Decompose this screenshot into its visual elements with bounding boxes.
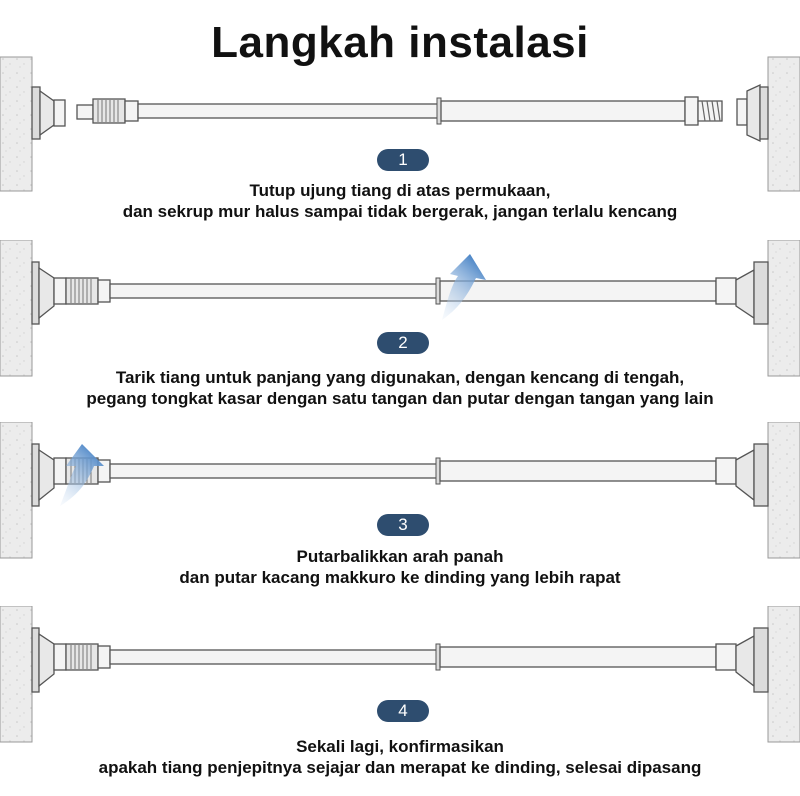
step-3 — [0, 422, 800, 592]
step-4 — [0, 606, 800, 786]
rod-assembly — [54, 644, 736, 670]
step-1 — [0, 55, 800, 225]
step-4-badge: 4 — [377, 700, 429, 722]
left-wall — [0, 57, 32, 191]
step-1-rod-illustration — [0, 55, 800, 195]
caption-line: Putarbalikkan arah panah — [296, 547, 504, 566]
caption-line: dan sekrup mur halus sampai tidak bergerak, jangan terlalu kencang — [122, 202, 678, 221]
right-wall — [768, 422, 800, 558]
caption-line: dan putar kacang makkuro ke dinding yang lebih rapat — [179, 568, 621, 587]
left-end-cap — [32, 628, 54, 692]
step-4-caption — [0, 736, 800, 778]
right-wall — [768, 57, 800, 191]
rod-assembly — [77, 97, 722, 125]
left-wall — [0, 240, 32, 376]
step-2-badge: 2 — [377, 332, 429, 354]
caption-line: pegang tongkat kasar dengan satu tangan dan putar dengan tangan yang lain — [86, 389, 714, 408]
caption-line: Tarik tiang untuk panjang yang digunakan, dengan kencang di tengah, — [115, 368, 685, 387]
caption-line: apakah tiang penjepitnya sejajar dan merapat ke dinding, selesai dipasang — [98, 758, 702, 777]
step-3-caption — [0, 546, 800, 588]
step-3-badge: 3 — [377, 514, 429, 536]
page-title: Langkah instalasi — [211, 18, 589, 67]
right-end-cap — [736, 628, 768, 692]
left-end-cap — [32, 444, 54, 506]
right-end-cap — [736, 444, 768, 506]
step-2 — [0, 240, 800, 410]
left-wall — [0, 606, 32, 742]
left-end-cap — [32, 87, 65, 139]
step-2-caption — [0, 367, 800, 409]
caption-line: Tutup ujung tiang di atas permukaan, — [249, 181, 551, 200]
left-end-cap — [32, 262, 54, 324]
right-end-cap — [737, 85, 768, 141]
left-wall — [0, 422, 32, 558]
step-3-rod-illustration — [0, 422, 800, 562]
step-4-rod-illustration — [0, 606, 800, 746]
right-wall — [768, 606, 800, 742]
rod-assembly — [54, 458, 736, 484]
right-wall — [768, 240, 800, 376]
step-2-rod-illustration — [0, 240, 800, 380]
right-end-cap — [736, 262, 768, 324]
rod-assembly — [54, 278, 736, 304]
step-1-badge: 1 — [377, 149, 429, 171]
step-1-caption — [0, 180, 800, 222]
caption-line: Sekali lagi, konfirmasikan — [296, 737, 504, 756]
